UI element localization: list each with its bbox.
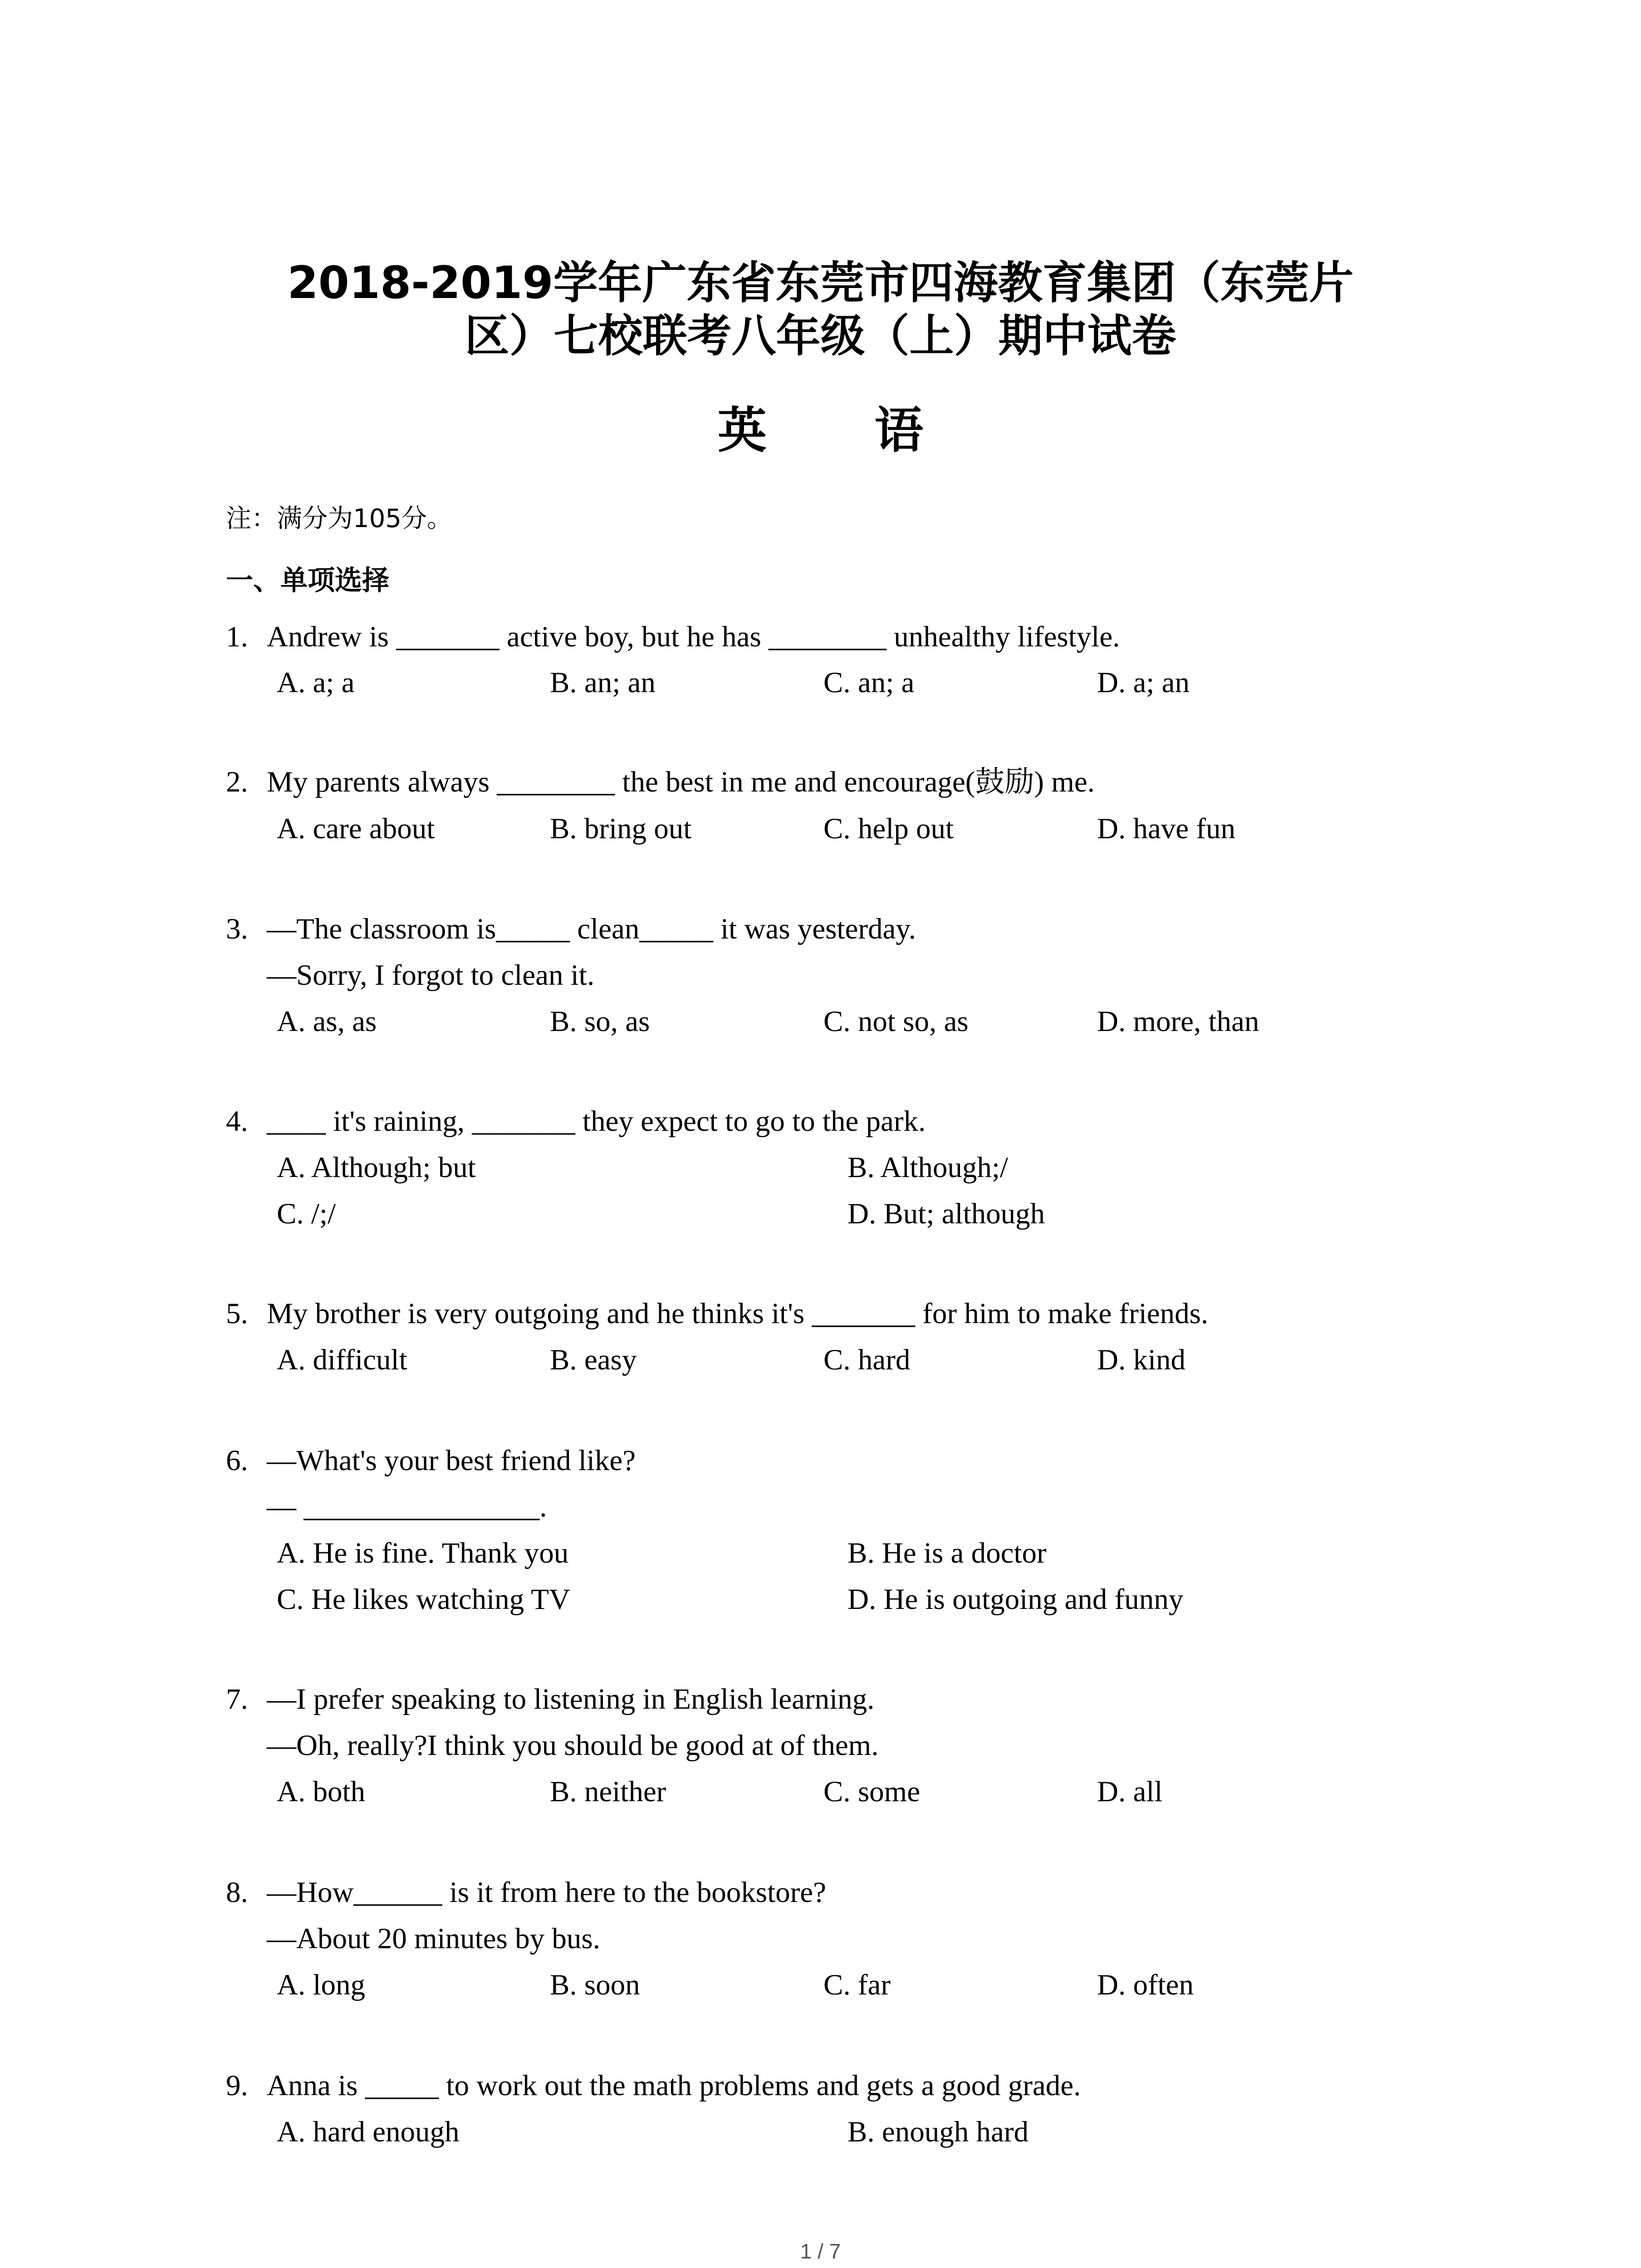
question-3-option-d[interactable]: D. more, than xyxy=(1097,1005,1259,1038)
question-7-stem xyxy=(0,1685,1641,1721)
question-2-option-a[interactable]: A. care about xyxy=(277,812,435,845)
question-8-stem xyxy=(0,1878,1641,1914)
question-9-option-a[interactable]: A. hard enough xyxy=(277,2116,460,2148)
question-number: 5. xyxy=(226,1297,248,1330)
question-7-option-c[interactable]: C. some xyxy=(823,1775,921,1808)
question-7-option-b[interactable]: B. neither xyxy=(550,1775,666,1808)
question-text: —The classroom is_____ clean_____ it was yesterday. xyxy=(267,913,916,945)
question-text: Andrew is _______ active boy, but he has ________ unhealthy lifestyle. xyxy=(267,621,1120,653)
question-8-option-a[interactable]: A. long xyxy=(277,1969,365,2001)
question-9-stem xyxy=(0,2071,1641,2107)
question-6-option-a[interactable]: A. He is fine. Thank you xyxy=(277,1537,569,1569)
question-number: 9. xyxy=(226,2069,248,2102)
question-number: 7. xyxy=(226,1683,248,1716)
question-text: —What's your best friend like? xyxy=(267,1444,636,1477)
question-6-option-d[interactable]: D. He is outgoing and funny xyxy=(847,1583,1184,1616)
question-1-option-d[interactable]: D. a; an xyxy=(1097,666,1190,699)
question-text: ____ it's raining, _______ they expect to go to the park. xyxy=(267,1105,926,1138)
question-5-option-a[interactable]: A. difficult xyxy=(277,1344,407,1376)
question-5-option-b[interactable]: B. easy xyxy=(550,1344,637,1376)
question-text: Anna is _____ to work out the math problems and gets a good grade. xyxy=(267,2069,1081,2102)
question-text: My parents always ________ the best in me and encourage(鼓励) me. xyxy=(267,766,1095,798)
question-5-option-d[interactable]: D. kind xyxy=(1097,1344,1185,1376)
question-1-option-b[interactable]: B. an; an xyxy=(550,666,656,699)
exam-title-line-2: 区）七校联考八年级（上）期中试卷 xyxy=(465,310,1176,362)
question-number: 1. xyxy=(226,621,248,653)
question-3-option-c[interactable]: C. not so, as xyxy=(823,1005,969,1038)
question-6-option-c[interactable]: C. He likes watching TV xyxy=(277,1583,570,1616)
question-number: 8. xyxy=(226,1876,248,1909)
subject-heading: 英 语 xyxy=(717,402,969,459)
question-number: 4. xyxy=(226,1105,248,1138)
exam-title-line-1: 2018-2019学年广东省东莞市四海教育集团（东莞片 xyxy=(287,257,1354,309)
question-7-option-a[interactable]: A. both xyxy=(277,1775,365,1808)
question-text: —How______ is it from here to the bookstore? xyxy=(267,1876,826,1909)
question-7-option-d[interactable]: D. all xyxy=(1097,1775,1163,1808)
question-5-option-c[interactable]: C. hard xyxy=(823,1344,911,1376)
question-8-option-d[interactable]: D. often xyxy=(1097,1969,1194,2001)
question-3-reply: —Sorry, I forgot to clean it. xyxy=(267,959,595,992)
question-6-option-b[interactable]: B. He is a doctor xyxy=(847,1537,1047,1569)
question-4-option-a[interactable]: A. Although; but xyxy=(277,1151,476,1184)
question-8-option-b[interactable]: B. soon xyxy=(550,1969,640,2001)
question-2-option-d[interactable]: D. have fun xyxy=(1097,812,1236,845)
question-2-option-b[interactable]: B. bring out xyxy=(550,812,692,845)
question-text: My brother is very outgoing and he thinks it's _______ for him to make friends. xyxy=(267,1297,1209,1330)
section-heading-multiple-choice: 一、单项选择 xyxy=(226,565,389,596)
question-8-option-c[interactable]: C. far xyxy=(823,1969,891,2001)
question-3-option-a[interactable]: A. as, as xyxy=(277,1005,377,1038)
question-number: 6. xyxy=(226,1444,248,1477)
question-1-option-c[interactable]: C. an; a xyxy=(823,666,915,699)
question-4-option-b[interactable]: B. Although;/ xyxy=(847,1151,1008,1184)
question-1-stem xyxy=(0,622,1641,659)
question-8-reply: —About 20 minutes by bus. xyxy=(267,1922,600,1955)
question-2-option-c[interactable]: C. help out xyxy=(823,812,954,845)
question-6-stem xyxy=(0,1446,1641,1482)
page-number: 1 / 7 xyxy=(800,2239,841,2263)
question-1-option-a[interactable]: A. a; a xyxy=(277,666,355,699)
question-4-stem xyxy=(0,1107,1641,1143)
score-note: 注：满分为105分。 xyxy=(226,504,452,533)
question-3-stem xyxy=(0,914,1641,951)
question-4-option-c[interactable]: C. /;/ xyxy=(277,1198,336,1230)
question-7-reply: —Oh, really?I think you should be good at of them. xyxy=(267,1729,879,1762)
question-number: 2. xyxy=(226,766,248,798)
question-text: —I prefer speaking to listening in English learning. xyxy=(267,1683,875,1716)
question-3-option-b[interactable]: B. so, as xyxy=(550,1005,650,1038)
question-5-stem xyxy=(0,1299,1641,1335)
question-number: 3. xyxy=(226,913,248,945)
question-6-reply-blank: — ________________. xyxy=(267,1491,547,1523)
question-4-option-d[interactable]: D. But; although xyxy=(847,1198,1045,1230)
question-9-option-b[interactable]: B. enough hard xyxy=(847,2116,1029,2148)
question-2-stem xyxy=(0,767,1641,804)
